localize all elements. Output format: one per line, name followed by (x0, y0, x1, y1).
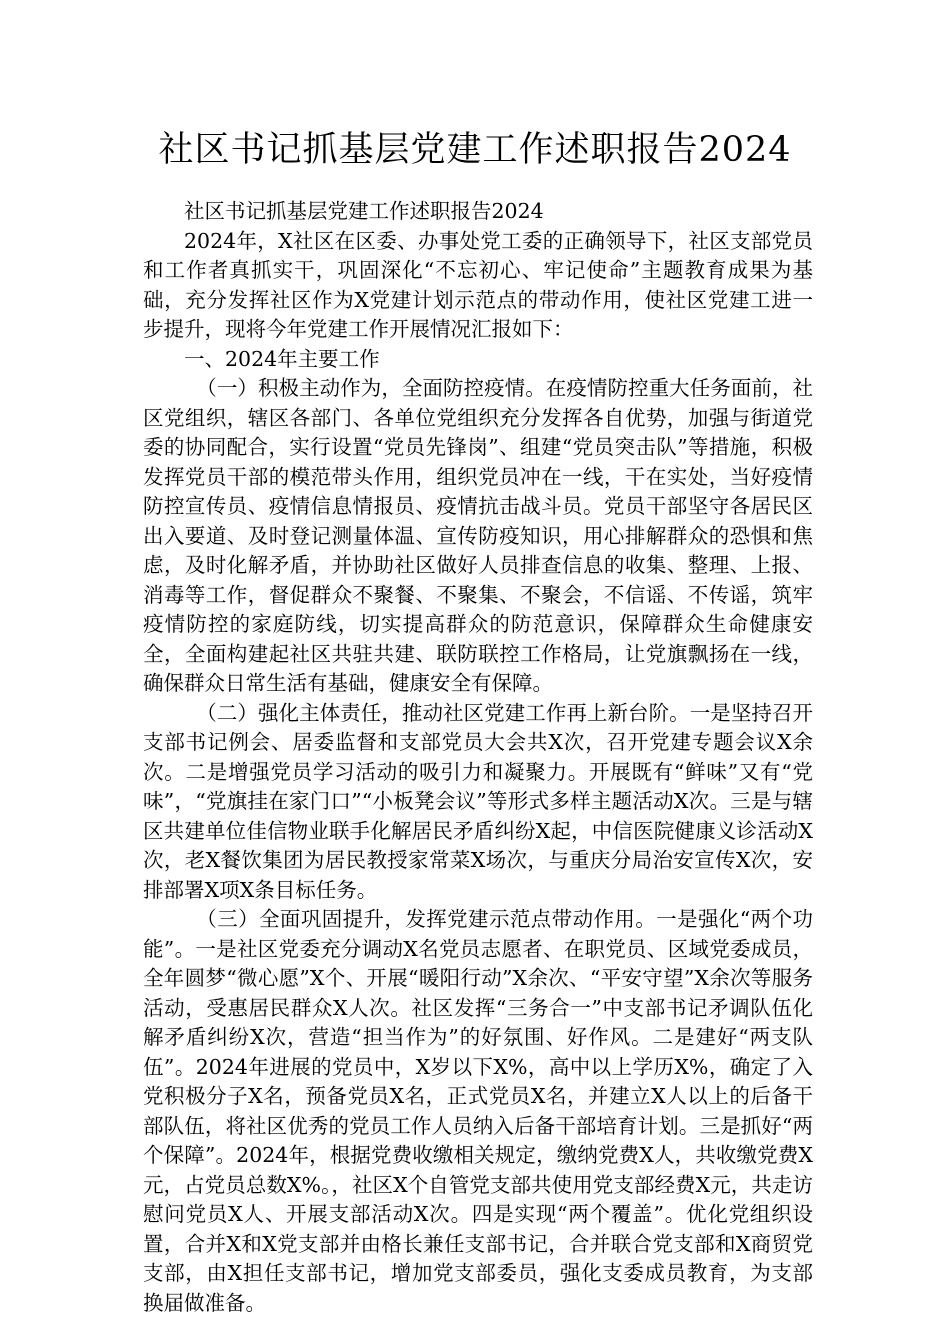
paragraph-section-1: （一）积极主动作为，全面防控疫情。在疫情防控重大任务面前，社区党组织，辖区各部门、各单位党组织充分发挥各自优势，加强与街道党委的协同配合，实行设置“党员先锋岗”、组建“党员突击队”等措施，积极发挥党员干部的模范带头作用，组织党员冲在一线，干在实处，当好疫情防控宣传员、疫情信息情报员、疫情抗击战斗员。党员干部坚守各居民区出入要道、及时登记测量体温、宣传防疫知识，用心排解群众的恐惧和焦虑，及时化解矛盾，并协助社区做好人员排查信息的收集、整理、上报、消毒等工作，督促群众不聚餐、不聚集、不聚会，不信谣、不传谣，筑牢疫情防控的家庭防线，切实提高群众的防范意识，保障群众生命健康安全，全面构建起社区共驻共建、联防联控工作格局，让党旗飘扬在一线，确保群众日常生活有基础，健康安全有保障。 (143, 376, 813, 695)
document-title: 社区书记抓基层党建工作述职报告2024 (158, 130, 792, 170)
section-heading: 一、2024年主要工作 (184, 346, 380, 371)
document-body (143, 197, 813, 1318)
paragraph-section-2: （二）强化主体责任，推动社区党建工作再上新台阶。一是坚持召开支部书记例会、居委监督和支部党员大会共X次，召开党建专题会议X余次。二是增强党员学习活动的吸引力和凝聚力。开展既有“鲜味”又有“党味”，“党旗挂在家门口”“小板凳会议”等形式多样主题活动X次。三是与辖区共建单位佳信物业联手化解居民矛盾纠纷X起，中信医院健康义诊活动X次，老X餐饮集团为居民教授家常菜X场次，与重庆分局治安宣传X次，安排部署X项X条目标任务。 (143, 700, 813, 902)
paragraph-subtitle: 社区书记抓基层党建工作述职报告2024 (184, 199, 544, 223)
paragraph-section-3: （三）全面巩固提升，发挥党建示范点带动作用。一是强化“两个功能”。一是社区党委充分调动X名党员志愿者、在职党员、区域党委成员，全年圆梦“微心愿”X个、开展“暖阳行动”X余次、“平安守望”X余次等服务活动，受惠居民群众X人次。社区发挥“三务合一”中支部书记矛调队伍化解矛盾纠纷X次，营造“担当作为”的好氛围、好作风。二是建好“两支队伍”。2024年进展的党员中，X岁以下X%，高中以上学历X%，确定了入党积极分子X名，预备党员X名，正式党员X名，并建立X人以上的后备干部队伍，将社区优秀的党员工作人员纳入后备干部培育计划。三是抓好“两个保障”。2024年，根据党费收缴相关规定，缴纳党费X人，共收缴党费X元，占党员总数X%。，社区X个自管党支部共使用党支部经费X元，共走访慰问党员X人、开展支部活动X次。四是实现“两个覆盖”。优化党组织设置，合并X和X党支部并由格长兼任支部书记，合并联合党支部和X商贸党支部，由X担任支部书记，增加党支部委员，强化支委成员教育，为支部换届做准备。 (143, 907, 813, 1315)
paragraph-intro: 2024年，X社区在区委、办事处党工委的正确领导下，社区支部党员和工作者真抓实干，巩固深化“不忘初心、牢记使命”主题教育成果为基础，充分发挥社区作为X党建计划示范点的带动作用，使社区党建工进一步提升，现将今年党建工作开展情况汇报如下： (143, 228, 813, 341)
